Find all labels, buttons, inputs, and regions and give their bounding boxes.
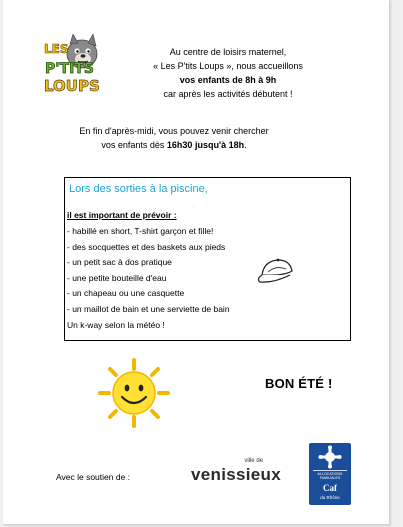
pickup-paragraph bbox=[43, 124, 305, 152]
list-item: - un maillot de bain et une serviette de bain bbox=[67, 303, 230, 314]
ptits-loups-logo bbox=[43, 34, 107, 94]
intro-line-2: « Les P'tits Loups », nous accueillons bbox=[153, 61, 303, 71]
list-item: - un petit sac à dos pratique bbox=[67, 257, 172, 268]
intro-paragraph bbox=[123, 45, 333, 101]
sun-icon bbox=[98, 358, 170, 428]
caf-line-1: ALLOCATIONS bbox=[317, 472, 343, 476]
venissieux-logo bbox=[191, 458, 293, 488]
svg-text:LES: LES bbox=[44, 42, 69, 56]
pickup-line-1: En fin d'après-midi, vous pouvez venir chercher bbox=[79, 126, 269, 136]
intro-line-3: vos enfants de 8h à 9h bbox=[179, 75, 277, 85]
caf-line-3: Caf bbox=[323, 483, 337, 493]
pool-info-box bbox=[64, 177, 351, 341]
caf-line-4: du Rhône bbox=[320, 495, 340, 500]
support-label: Avec le soutien de : bbox=[56, 472, 131, 482]
caf-line-2: FAMILIALES bbox=[319, 476, 341, 481]
pickup-line-2-prefix: vos enfants dès bbox=[101, 140, 167, 150]
list-item: - habillé en short, T-shirt garçon et fille! bbox=[67, 226, 214, 236]
pool-checklist bbox=[67, 224, 230, 333]
list-item: - des socquettes et des baskets aux pieds bbox=[67, 241, 226, 252]
svg-text:P'TITS: P'TITS bbox=[45, 61, 94, 77]
pickup-hours: 16h30 jusqu'à 18h bbox=[166, 140, 245, 150]
pool-title: Lors des sorties à la piscine, bbox=[69, 183, 208, 195]
pool-heading: il est important de prévoir : bbox=[67, 210, 177, 220]
intro-line-1: Au centre de loisirs maternel, bbox=[169, 47, 287, 57]
list-item: Un k-way selon la météo ! bbox=[67, 319, 165, 330]
pickup-line-2-suffix: . bbox=[244, 140, 247, 150]
svg-text:LOUPS: LOUPS bbox=[44, 77, 100, 94]
caf-logo bbox=[309, 443, 351, 505]
venissieux-name: venissieux bbox=[191, 465, 281, 484]
summer-greeting: BON ÉTÉ ! bbox=[265, 376, 333, 391]
document-page bbox=[3, 0, 390, 525]
cap-icon bbox=[254, 255, 298, 285]
list-item: - une petite bouteille d'eau bbox=[67, 272, 167, 283]
list-item: - un chapeau ou une casquette bbox=[67, 288, 185, 299]
venissieux-small-text: ville de bbox=[244, 458, 263, 464]
pickup-line-2 bbox=[43, 138, 305, 152]
intro-line-4: car après les activités débutent ! bbox=[163, 89, 293, 99]
